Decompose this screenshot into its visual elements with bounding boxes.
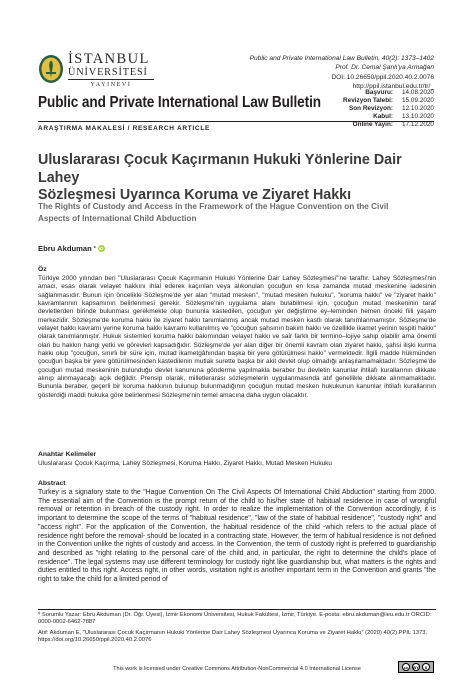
abstract-heading: Abstract xyxy=(38,480,66,487)
footnote-citation: Atıf: Akduman E, "Uluslararası Çocuk Kaçırmanın Hukuki Yönlerine Dair Lahey Sözleşmesi Uyarınca Koruma ve Ziyaret Hakkı" (2020) 40(2) PPIL 1373. https://doi.org/10.26650/ppil.2020.40.2.0076 xyxy=(38,630,428,644)
title-en-line: The Rights of Custody and Access in the Framework of the Hague Convention on the Civil xyxy=(38,202,389,211)
doi-text[interactable]: DOI: 10.26650/ppil.2020.40.2.0076 xyxy=(331,74,434,81)
journal-citation-line: Public and Private International Law Bulletin, 40(2): 1373–1402 xyxy=(249,55,434,62)
date-row xyxy=(343,89,434,97)
journal-citation xyxy=(250,54,434,72)
oz-heading: Öz xyxy=(38,266,47,273)
date-value: 13.10.2020 xyxy=(402,112,434,120)
header-divider xyxy=(38,121,434,122)
date-row xyxy=(343,97,434,105)
author xyxy=(38,244,105,253)
article-title-turkish xyxy=(38,152,438,205)
date-row xyxy=(343,113,434,121)
oz-text: Türkiye 2000 yılından beri "Uluslararası Çocuk Kaçırmanın Hukuki Yönlerine Dair Lahey Sözleşmesi"'ne taraftır. Lahey Sözleşmesi'nin amacı, esas olarak velayet hakkını ihlal ederek kaçırılan veya alıkonulan çocuğun en kısa zamanda mutad meskenine iadesinin sağlanmasıdır. Bunun için öncelikle Sözleşme'de yer alan "mutad mesken", "mutad mesken hukuku", "koruma hakkı" ve "ziyaret hakkı" kavramlarının kapsamının belirlenmesi gerekir. Sözleşme'nin uygulama alanı bulabilmesi için, çocuğun mutad meskeninin taraf devletlerden birinde bulunması gerekmekte olup bununla kastedilen, çocuğun yer değiştirme ey–leminden hemen önceki fiili yaşam merkezidir. Sözleşme'de koruma hakkı ile ziyaret hakkı tanımlanmış ancak mutad mesken kastlı olarak tanımlanmamıştır. Sözleşme'de velayet hakkı kavramı yerine koruma hakkı kavramı kullanılmış ve "çocuğun şahsının bakım hakkı ve özellikle ikamet yerinin tespiti hakkı" olarak tanımlanmıştır. Hukuk sistemleri koruma hakkı bakımından velayet hakkı ve sair farklı bir termino–lojiye sahip olabilir ama önemli olan bu hakkın hangi yetki ve görevleri kapsadığıdır. Sözleşme'de yer alan diğer bir önemli kavram olan ziyaret hakkı, şahsi ilişki kurma hakkı olup "çocuğun, sınırlı bir süre için, mutad ikametgâhından başka bir yere götürülmesi hakkı" vermektedir. İlgili madde hükmünden çocuğun başka bir yere götürülmesinden kastedilenin mutlak surette başka bir akit devlet olup olmadığı anlaşılamamaktadır. Sözleşme'de çocuğun mutad meskeninin bulunduğu devlet kanununa gönderme yapılmakla beraber bu devletin kanunlar ihtilafı kurallarının dikkate alınıp alınmayacağı açık değildir. Prensip olarak, milletlerarası sözleşmelerin uygulanmasında atıf genellikle dikkate alınmamaktadır. Bununla beraber, geçerli bir koruma hakkının bulunup bulunmadığının çocuğun mutad mesken hukukunun kanunlar ihtilafı kurallarının gösterdiği maddi hukuka göre belirlenmesi Sözleşme'nin temel amacına daha uygun olacaktır. xyxy=(38,275,436,399)
footnote-corresponding-author: * Sorumlu Yazar: Ebru Akduman (Dr. Öğr. Üyesi), İzmir Ekonomi Üniversitesi, Hukuk Fakültesi, İzmir, Türkiye. E-posta: ebru.akduman@ieu.edu.tr ORCID: 0000-0002-6462-7887 xyxy=(38,612,432,626)
author-footnote-mark: * xyxy=(93,245,96,252)
article-type: ARAŞTIRMA MAKALESİ / RESEARCH ARTICLE xyxy=(38,125,211,132)
cc-icon: cc xyxy=(403,665,409,670)
date-value: 14.08.2020 xyxy=(402,89,434,96)
logo-line-1: İSTANBUL xyxy=(68,51,150,67)
noncommercial-icon: $ xyxy=(422,663,430,671)
license-text: This work is licensed under Creative Commons Attribution-NonCommercial 4.0 International License xyxy=(113,666,361,672)
abstract-text: Turkey is a signatory state to the "Hague Convention On The Civil Aspects Of International Child Abduction" starting from 2000. The essential aim of the Convention is the prompt return of the child to his/her state of habitual residence in case of wrongful removal or retention in breach of the custody right. In order to realize the implementation of the Convention accordingly, it is important to determine the scope of the terms of "habitual residence", "law of the state of habitual residence", "custody right" and "access right". For the application of the Convention, the habitual residence of the child -which refers to the actual place of residence right before the removal- should be located in a contracting state. However, the term of habitual residence is not defined in the Convention unlike the rights of custody and access. In the Convention, the term of custody right is preferred to guardianship and described as "right relating to the personal care of the child and, in particular, the right to determine the child's place of residence". The legal systems may use different terminology for custody right like guardianship but, what matters is the rights and duties entitled to this right. Access right, in other words, visitation right is another important term in the Convention and grants "the right to take the child for a limited period of xyxy=(38,489,436,584)
journal-festschrift-line: Prof. Dr. Cemal Şanlı'ya Armağan xyxy=(335,64,434,71)
journal-url[interactable]: http://ppil.istanbul.edu.tr/tr/_ xyxy=(352,82,434,90)
title-tr-line: Uluslararası Çocuk Kaçırmanın Hukuki Yönlerine Dair Lahey xyxy=(38,152,402,186)
title-en-line: Aspects of International Child Abduction xyxy=(38,214,197,223)
logo-line-3: YAYINEVİ xyxy=(68,79,154,89)
cc-license-badge[interactable] xyxy=(398,661,434,673)
publisher-logo xyxy=(68,52,168,89)
article-title-english xyxy=(38,201,438,225)
date-label: Son Revizyon: xyxy=(348,104,393,112)
title-tr-line: Sözleşmesi Uyarınca Koruma ve Ziyaret Hakkı xyxy=(38,187,352,203)
keywords-heading: Anahtar Kelimeler xyxy=(38,451,97,458)
footnote-divider xyxy=(38,609,436,610)
date-row xyxy=(343,105,434,113)
attribution-icon: BY xyxy=(413,665,419,670)
logo-line-2: ÜNİVERSİTESİ xyxy=(68,67,148,78)
date-value: 17.12.2020 xyxy=(402,120,434,128)
date-label: Revizyon Talebi: xyxy=(343,96,393,104)
date-label: Başvuru: xyxy=(365,89,393,96)
journal-title: Public and Private International Law Bulletin xyxy=(38,94,321,111)
university-seal-icon xyxy=(38,54,64,84)
date-label: Online Yayın: xyxy=(352,120,393,128)
date-value: 15.09.2020 xyxy=(402,96,434,104)
author-name: Ebru Akduman xyxy=(38,244,92,253)
orcid-icon[interactable]: iD xyxy=(98,246,104,251)
submission-dates xyxy=(343,89,434,129)
date-label: Kabul: xyxy=(373,112,393,120)
date-value: 12.10.2020 xyxy=(402,104,434,112)
keywords-text: Uluslararası Çocuk Kaçırma, Lahey Sözleşmesi, Koruma Hakkı, Ziyaret Hakkı, Mutad Mesken Hukuku xyxy=(38,460,333,467)
